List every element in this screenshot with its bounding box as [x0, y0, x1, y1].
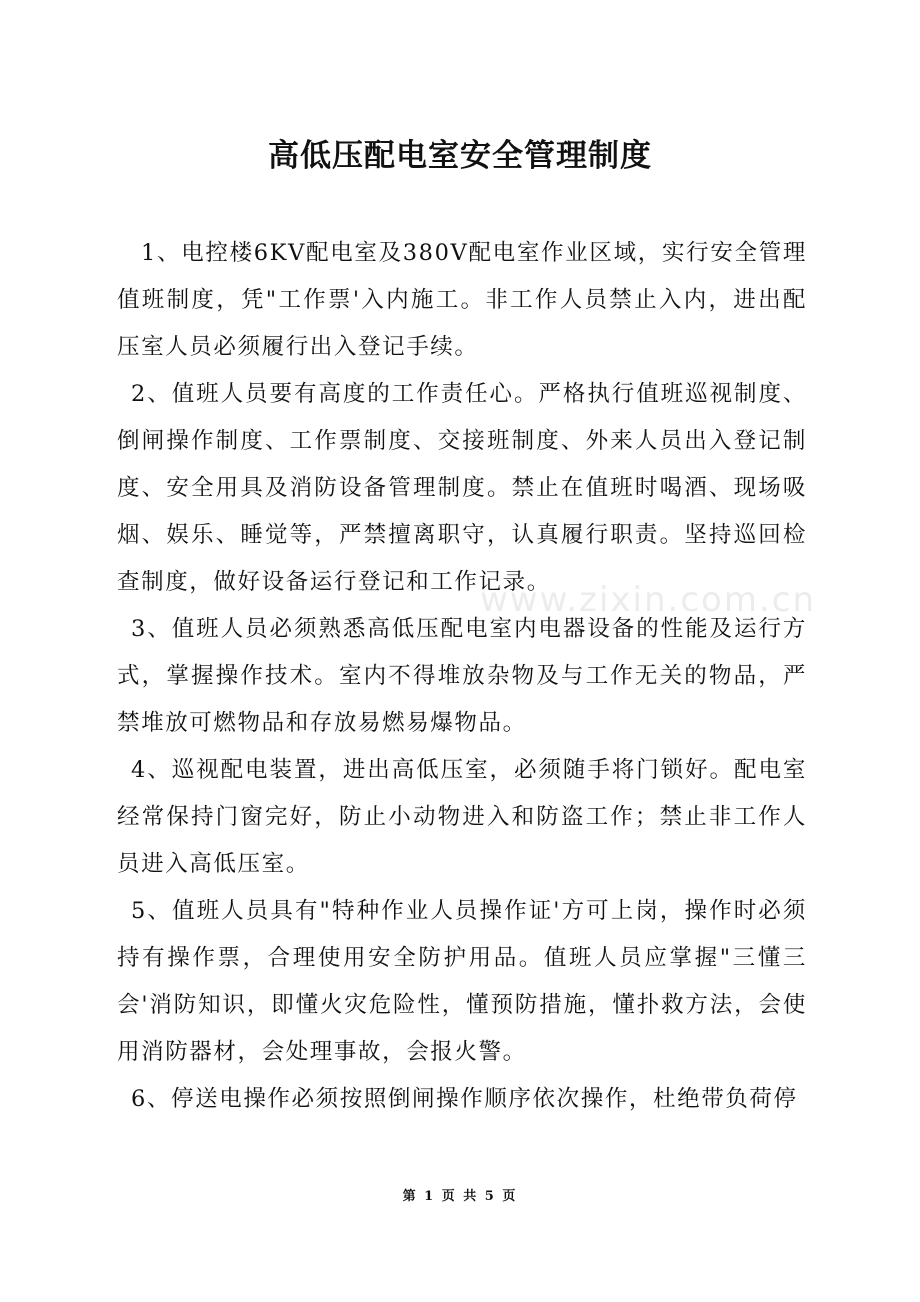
paragraph-1: 1、电控楼6KV配电室及380V配电室作业区域，实行安全管理值班制度，凭"工作票'入内施工。非工作人员禁止入内，进出配压室人员必须履行出入登记手续。 — [117, 240, 807, 360]
paragraph-2: 2、值班人员要有高度的工作责任心。严格执行值班巡视制度、倒闸操作制度、工作票制度、交接班制度、外来人员出入登记制度、安全用具及消防设备管理制度。禁止在值班时喝酒、现场吸烟、娱乐、睡觉等，严禁擅离职守，认真履行职责。坚持巡回检查制度，做好设备运行登记和工作记录。 — [117, 381, 807, 595]
paragraph-6: 6、停送电操作必须按照倒闸操作顺序依次操作，杜绝带负荷停 — [131, 1086, 798, 1112]
paragraph-5: 5、值班人员具有"特种作业人员操作证'方可上岗，操作时必须持有操作票，合理使用安全防护用品。值班人员应掌握"三懂三会'消防知识，即懂火灾危险性，懂预防措施，懂扑救方法，会使用消防器材，会处理事故，会报火警。 — [117, 898, 807, 1065]
paragraph-4: 4、巡视配电装置，进出高低压室，必须随手将门锁好。配电室经常保持门窗完好，防止小动物进入和防盗工作；禁止非工作人员进入高低压室。 — [117, 757, 807, 877]
document-body — [117, 230, 807, 1123]
page-number-footer: 第 1 页 共 5 页 — [402, 1189, 518, 1204]
document-title: 高低压配电室安全管理制度 — [268, 138, 652, 174]
paragraph-3: 3、值班人员必须熟悉高低压配电室内电器设备的性能及运行方式，掌握操作技术。室内不得堆放杂物及与工作无关的物品，严禁堆放可燃物品和存放易燃易爆物品。 — [117, 616, 807, 736]
watermark: www.zixin.com.cn — [480, 580, 816, 620]
